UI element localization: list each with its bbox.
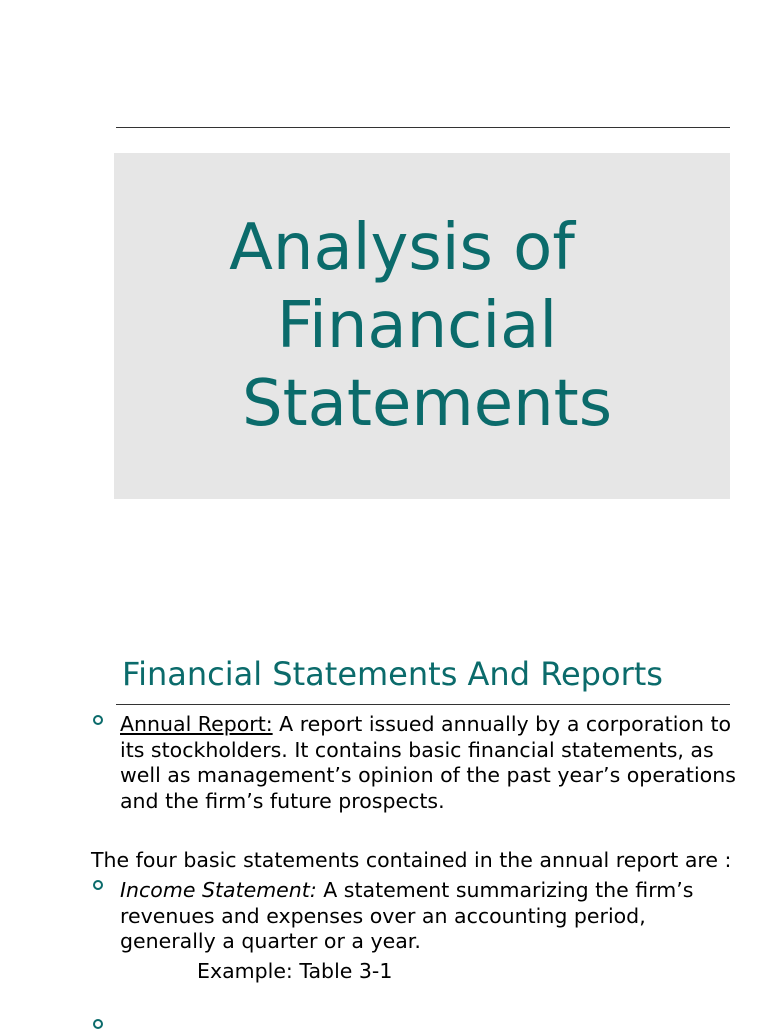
top-divider (116, 127, 730, 128)
circle-bullet-icon (93, 880, 103, 890)
paragraph-line (120, 878, 693, 904)
title-line: Statements (241, 367, 613, 441)
example-reference: Example: Table 3-1 (197, 959, 393, 983)
heading-divider (116, 704, 730, 705)
income-statement-term: Income Statement: (120, 878, 317, 902)
title-slide-box (114, 153, 730, 499)
circle-bullet-icon (93, 1019, 103, 1029)
paragraph-line: well as management’s opinion of the past year’s operations (120, 763, 736, 787)
annual-report-term: Annual Report: (120, 712, 273, 736)
section-heading: Financial Statements And Reports (122, 655, 663, 693)
statements-intro: The four basic statements contained in the annual report are : (91, 848, 732, 872)
circle-bullet-icon (93, 715, 103, 725)
annual-report-paragraph (120, 712, 736, 814)
title-line: Analysis of (229, 211, 575, 285)
income-statement-paragraph (120, 878, 693, 955)
slide-title (114, 153, 730, 499)
paragraph-line: its stockholders. It contains basic financial statements, as (120, 737, 714, 762)
paragraph-text: A statement summarizing the firm’s (316, 878, 694, 902)
title-line: Financial (276, 289, 558, 363)
paragraph-text: A report issued annually by a corporation to (272, 712, 732, 736)
paragraph-line: and the firm’s future prospects. (120, 788, 445, 813)
paragraph-line: revenues and expenses over an accounting period, (120, 903, 646, 928)
paragraph-line (120, 712, 736, 738)
paragraph-line: generally a quarter or a year. (120, 929, 421, 953)
